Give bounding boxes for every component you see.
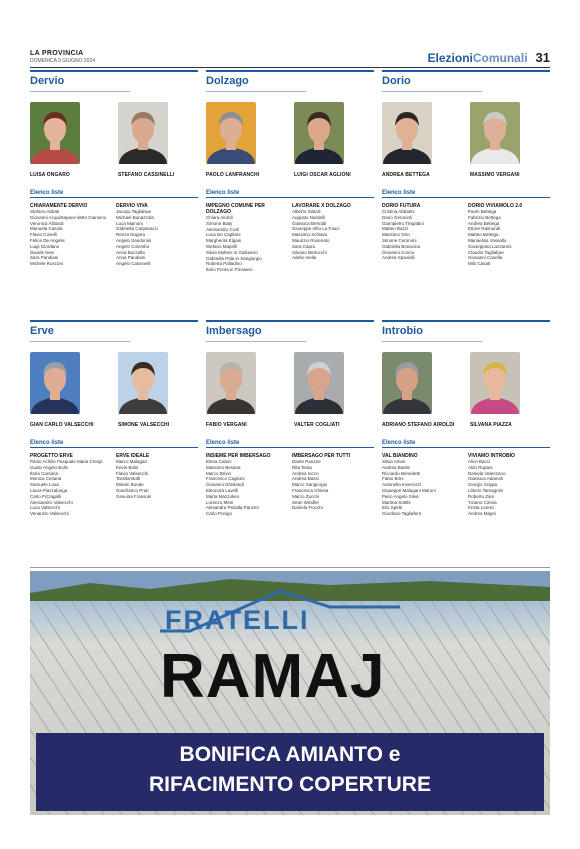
list-member: Ilaria Carsana [30,470,59,476]
candidate-photo [30,102,80,164]
section-title-sub: Comunali [472,51,528,65]
list-member: Adelio Isella [292,255,317,261]
candidates [30,102,198,184]
electoral-list [382,203,464,267]
town-column-erve [30,320,198,517]
list-member: Martina Sottile [382,499,411,505]
ad-banner [36,733,544,811]
town-name: Imbersago [206,325,306,342]
list-member: Silvia Molteni in Gallusero [206,249,258,255]
electoral-lists [382,203,550,267]
list-member: Samuele Losa [30,482,59,488]
advertisement[interactable] [30,571,550,815]
issue-date: DOMENICA 9 GIUGNO 2024 [30,58,96,64]
lists-heading: Elenco liste [382,440,550,448]
list-member: Anna Pandiani [116,255,146,261]
list-member: Fabrizio Bettega [468,214,501,220]
ad-brand-top: FRATELLI [165,605,310,635]
list-member: Jacopo Tagliabue [116,209,151,214]
candidate-name: SILVANA PIAZZA [470,422,512,428]
candidate-photo [382,102,432,164]
list-member: Eleonora Lavelli [206,487,239,493]
electoral-list [382,453,464,517]
list-member: Margherita Elgani [206,238,242,244]
electoral-list [116,203,198,267]
list-member: Paolo Achille Pasquale Maria Crespi [30,459,103,464]
candidate-photo [206,102,256,164]
candidate [470,352,550,434]
town-bar [206,70,374,72]
candidates [30,352,198,434]
list-member: Francesca Chiesa [292,487,329,493]
list-member: Gabriella Bonacina [382,243,421,249]
list-member: Fabio Brini [382,476,404,482]
candidate [294,352,374,434]
list-member: Silvano Bertucchi [292,249,327,255]
list-member: Marco Zucchi [292,493,320,499]
lists-heading: Elenco liste [206,440,374,448]
electoral-list [30,453,112,517]
list-member: Augusto Nardelli [292,214,326,220]
town-name: Dorio [382,75,482,92]
list-member: Matteo Bazzi [382,226,409,232]
candidate-photo [470,352,520,414]
list-member: Stefano Abbati [30,209,60,214]
masthead [30,50,95,65]
list-member: Massimo Schiavo [292,232,328,238]
list-member: Giampietro Tregattini [382,220,424,226]
list-member: Ettore Raimondi [468,226,501,232]
list-member: Carlo Pizzagalli [30,493,62,499]
candidate [206,102,286,184]
list-member: Roberto Zani [468,493,495,499]
electoral-lists [206,203,374,273]
candidates [206,102,374,184]
list-member: Laura Piazzalunga [30,487,68,493]
candidates [382,352,550,434]
list-member: Manuela Casola [30,226,63,232]
list-member: Gianluca Bertoldi [292,220,327,226]
section-header [428,50,550,65]
electoral-lists [382,453,550,517]
list-member: Luca Valsecchi [30,505,60,511]
list-title: VAL BIANDINO [382,453,418,459]
list-member: Chiara Airoldi [206,215,233,220]
candidate-photo [118,102,168,164]
lists-heading: Elenco liste [30,440,198,448]
list-member: Giovanni Canella [468,255,503,261]
list-member: Sean Windler [292,499,320,505]
list-member: Sara Capra [292,243,316,249]
list-member: Venanzio Valsecchi [30,511,69,517]
electoral-list [292,203,374,273]
section-title-main: Elezioni [427,51,473,65]
electoral-list [30,203,112,267]
list-title: CHIARAMENTE DERVIO [30,203,88,209]
candidate-photo [470,102,520,164]
electoral-list [468,203,550,267]
lists-heading: Elenco liste [382,190,550,198]
candidate [30,352,110,434]
list-title: DERVIO VIVA [116,203,148,209]
list-member: Paolo Bettega [468,209,497,214]
list-member: Guido Angelo Bolis [30,464,69,470]
electoral-list [206,453,288,517]
list-member: Alessandro Corti [206,226,240,232]
list-member: Simone Bialy [206,220,233,226]
list-member: Massimo Besana [206,464,241,470]
list-title: PROGETTO ERVE [30,453,73,459]
list-member: Gabriella Pala in Sangiorgio [206,255,262,261]
town-column-dorio [382,70,550,267]
candidate-name: LUISA ONGARO [30,172,70,178]
list-member: Flavio Covelli [30,232,57,238]
list-member: Tarsilla Botti [116,476,141,482]
list-member: Dario Geronimi [382,214,413,220]
list-member: Tiziano Ciresa [468,499,497,505]
electoral-list [468,453,550,517]
list-member: Gabriella Carpanacci [116,226,159,232]
list-member: Gianfranco Prati [116,487,149,493]
list-member: Alice Bacci [468,459,491,464]
list-member: Simone Ceronimi [382,237,417,243]
list-member: Matteo Bettega [468,232,499,238]
list-member: Kevin Bolis [116,464,139,470]
list-member: Marco Malagari [116,459,148,464]
list-member: Gianluca Adamoli [468,476,504,482]
candidate-photo [30,352,80,414]
town-name: Dervio [30,75,130,92]
list-member: Mariaelisa Vassallo [468,237,507,243]
list-title: VIVIAMO INTROBIO [468,453,515,459]
list-member: Miriam Bonde [116,482,144,488]
candidate [118,102,198,184]
electoral-list [292,453,374,517]
list-title: INSIEME PER IMBERSAGO [206,453,271,459]
list-member: Monica Cesana [30,476,62,482]
list-member: Stefano Mapelli [206,243,238,249]
list-member: Massimo Orio [382,232,410,238]
list-member: Giovanni Conca [382,249,415,255]
list-member: Michele Rusconi [30,261,64,267]
list-member: Roberta Palladino [206,261,242,267]
list-member: Luigi Giordano [30,243,60,249]
electoral-list [206,203,288,273]
candidate-name: STEFANO CASSINELLI [118,172,175,178]
candidate [30,102,110,184]
list-member: Piero Angelo Silva [382,493,419,499]
page-number: 31 [535,50,550,65]
list-member: Giordano Tagliaferri [382,511,422,517]
candidate-name: PAOLO LANFRANCHI [206,172,260,178]
list-member: Giuseppina Lazzaroni [468,243,512,249]
list-member: Alessandro Valsecchi [30,499,73,505]
candidate-name: FABIO VERGANI [206,422,247,428]
list-member: Angelo Sandonini [116,237,152,243]
list-member: Krista Lorenz [468,505,495,511]
candidate-photo [382,352,432,414]
list-member: Andrea Iocco [292,470,319,476]
list-member: Giovanni Ghislandi [206,482,244,488]
list-title: IMPEGNO COMUNE PER DOLZAGO [206,203,265,215]
list-member: Francesco Caglioni [206,476,245,482]
list-member: Marco Sangiorgio [292,482,328,488]
town-bar [30,320,198,322]
candidate [382,352,462,434]
list-member: Lorenzo Meni [206,499,234,505]
list-member: Cristina Abbatini [382,209,415,214]
list-member: Daniela Fiocchi [292,505,323,511]
list-member: Andrea Magni [468,511,497,517]
list-member: Davide Nevi [30,249,55,255]
ad-rule [30,567,550,568]
town-name: Introbio [382,325,482,342]
candidate [470,102,550,184]
list-member: Giuseppe Malugani Maroni [382,487,436,493]
electoral-lists [30,453,198,517]
newspaper-name: LA PROVINCIA [30,50,84,57]
town-bar [206,320,374,322]
list-member: Alexandra Pedulla Panzeri [206,505,260,511]
town-column-imbersago [206,320,374,517]
candidate [382,102,462,184]
list-member: Maurizio Rosenato [292,237,330,243]
candidate [294,102,374,184]
list-member: Michael Bonazzola [116,214,154,220]
list-member: Anna Buzzella [116,249,145,255]
lists-heading: Elenco liste [30,190,198,198]
list-member: Riccardo Benedetti [382,470,421,476]
candidate-photo [294,352,344,414]
list-member: Angelo Colombo [116,243,150,249]
list-member: Andrea Bettega [468,220,500,226]
town-name: Erve [30,325,130,342]
town-column-introbio [382,320,550,517]
header-rule [30,67,550,68]
list-member: Dante Panzeri [292,459,321,464]
list-title: ERVE IDEALE [116,453,150,459]
list-member: Alberto Gilardi [292,209,321,214]
list-member: Aldo Rupani [468,464,493,470]
list-member: Claudio Tagliabue [468,249,504,255]
list-member: Giuseppe Alfio La Fauci [292,226,340,232]
town-column-dervio [30,70,198,267]
list-member: Carlo Ponigo [206,511,233,517]
candidate-name: GIAN CARLO VALSECCHI [30,422,94,428]
list-title: DORIO VIVIAMOLO 2.0 [468,203,523,209]
town-bar [30,70,198,72]
list-member: Luca De Capitani [206,232,241,238]
candidate-photo [118,352,168,414]
list-member: Gesuina Frassoni [116,493,152,499]
list-member: Andrea Bassi [292,476,319,482]
candidates [206,352,374,434]
list-member: Giovanni Acquistapace detto Giannino [30,214,107,220]
electoral-lists [30,203,198,267]
lists-heading: Elenco liste [206,190,374,198]
list-member: Milo Casati [468,261,491,267]
list-member: Rita Testa [292,464,312,470]
list-member: Andrea Basile [382,464,411,470]
candidate-name: VALTER COGLIATI [294,422,340,428]
list-member: Felice De Angelis [30,237,65,243]
town-name: Dolzago [206,75,306,92]
candidate [118,352,198,434]
list-member: Giorgio Crippa [468,482,498,488]
candidate-photo [294,102,344,164]
list-member: Elena Cabini [206,459,232,464]
candidate-name: ANDREA BETTEGA [382,172,430,178]
list-member: Marco Brivio [206,470,232,476]
ad-brand-main: RAMAJ [160,642,386,711]
list-member: Veronica Alibardi [30,220,64,226]
list-member: Luca Mainoni [116,220,143,226]
candidate-name: SIMONE VALSECCHI [118,422,170,428]
town-bar [382,70,550,72]
list-member: Elio Spelti [382,505,403,511]
candidate-name: MASSIMO VERGANI [470,172,520,178]
list-member: Liberio Tamagnini [468,487,504,493]
list-member: Sara Pandiani [30,255,59,261]
list-member: Angelo Cassinelli [116,261,151,267]
candidate-photo [206,352,256,414]
candidates [382,102,550,184]
electoral-lists [206,453,374,517]
list-member: Renza Nogara [116,232,146,238]
list-member: Flavio Valsecchi [116,470,149,476]
ad-line-2: RIFACIMENTO COPERTURE [149,773,431,796]
town-column-dolzago [206,70,374,273]
list-member: Silvia Artusi [382,459,406,464]
electoral-list [116,453,198,517]
ad-line-1: BONIFICA AMIANTO e [179,743,401,766]
list-title: DORIO FUTURA [382,203,421,209]
list-title: LAVORARE X DOLZAGO [292,203,351,209]
candidate [206,352,286,434]
list-member: Andrea Spaviolli [382,255,415,261]
list-member: Daniela Valenzano [468,470,506,476]
candidate-name: ADRIANO STEFANO AIROLDI [382,422,455,428]
list-member: Ilario Ponta in Pirovano [206,267,253,273]
list-member: Antonella Invernizzi [382,482,422,488]
town-bar [382,320,550,322]
candidate-name: LUIGI OSCAR AGLIONI [294,172,351,178]
list-title: IMBERSAGO PER TUTTI [292,453,351,459]
list-member: Marta Mazzoleni [206,493,240,499]
